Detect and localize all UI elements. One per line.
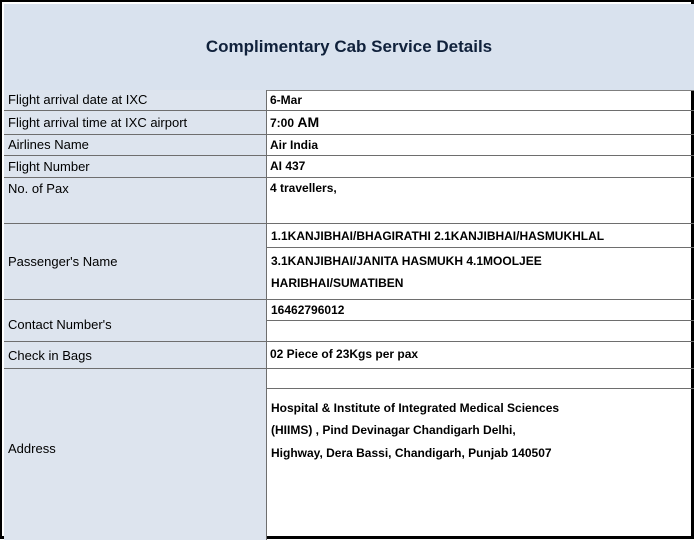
label-arrival-date: Flight arrival date at IXC: [4, 90, 267, 111]
label-passengers: Passenger's Name: [4, 224, 267, 300]
row-pax: [4, 178, 694, 224]
row-arrival-date: [4, 90, 694, 111]
row-airline: [4, 135, 694, 156]
address-line-3: Highway, Dera Bassi, Chandigarh, Punjab 140507: [271, 446, 552, 460]
address-top-cell: [267, 369, 694, 389]
label-address: Address: [4, 369, 267, 540]
arrival-time-text: 7:00: [270, 116, 295, 130]
passengers-line-1: 1.1KANJIBHAI/BHAGIRATHI 2.1KANJIBHAI/HASMUKHLAL: [271, 229, 605, 243]
row-flight-number: [4, 156, 694, 178]
passengers-line-2-cell: [267, 248, 694, 300]
row-arrival-time: [4, 111, 694, 135]
value-airline: Air India: [267, 135, 694, 156]
arrival-time-suffix: AM: [297, 114, 320, 130]
row-address: [4, 369, 694, 540]
passengers-line-1-cell: [267, 224, 694, 248]
row-bags: [4, 342, 694, 369]
contact-number: 16462796012: [271, 303, 345, 317]
passengers-line-3: HARIBHAI/SUMATIBEN: [271, 276, 404, 290]
title-band: [4, 4, 694, 91]
page-title: Complimentary Cab Service Details: [205, 37, 493, 56]
value-arrival-time: [267, 111, 694, 135]
value-passengers: [267, 224, 694, 300]
address-line-1: Hospital & Institute of Integrated Medical Sciences: [271, 401, 560, 415]
value-contact: [267, 300, 694, 342]
address-line-2: (HIIMS) , Pind Devinagar Chandigarh Delhi,: [271, 423, 516, 437]
passengers-line-2: 3.1KANJIBHAI/JANITA HASMUKH 4.1MOOLJEE: [271, 254, 542, 268]
row-contact: [4, 300, 694, 342]
label-flight-number: Flight Number: [4, 156, 267, 178]
label-contact: Contact Number's: [4, 300, 267, 342]
label-pax: No. of Pax: [4, 178, 267, 224]
value-pax: 4 travellers,: [267, 178, 694, 224]
row-passengers: [4, 224, 694, 300]
value-address: [267, 369, 694, 540]
contact-cell: [267, 300, 694, 321]
value-flight-number: AI 437: [267, 156, 694, 178]
value-bags: 02 Piece of 23Kgs per pax: [267, 342, 694, 369]
label-airline: Airlines Name: [4, 135, 267, 156]
value-arrival-date: 6-Mar: [267, 90, 694, 111]
label-bags: Check in Bags: [4, 342, 267, 369]
label-arrival-time: Flight arrival time at IXC airport: [4, 111, 267, 135]
